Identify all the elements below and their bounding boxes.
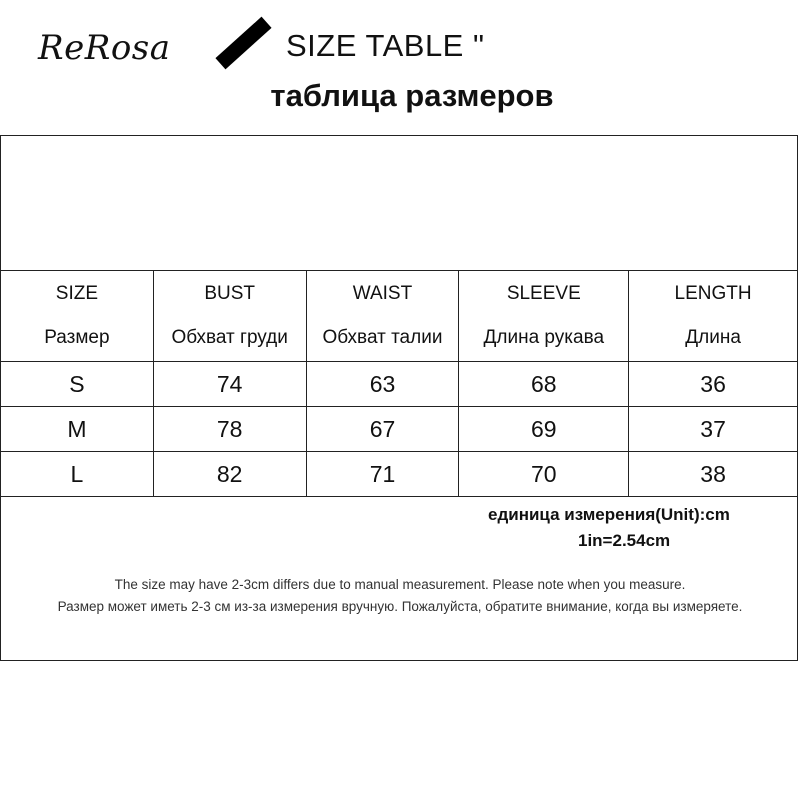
slash-decoration-icon bbox=[215, 17, 271, 70]
table-cell: S bbox=[1, 362, 154, 407]
table-cell: 71 bbox=[306, 452, 459, 497]
title-english: SIZE TABLE " bbox=[286, 28, 485, 63]
table-cell: 74 bbox=[153, 362, 306, 407]
table-row bbox=[1, 407, 798, 452]
header-cell-sleeve: SLEEVE Длина рукава bbox=[459, 271, 629, 362]
table-cell: 37 bbox=[629, 407, 798, 452]
table-cell: L bbox=[1, 452, 154, 497]
header-cell-length: LENGTH Длина bbox=[629, 271, 798, 362]
table-header-row bbox=[1, 271, 798, 362]
table-row bbox=[1, 452, 798, 497]
table-cell: 67 bbox=[306, 407, 459, 452]
inch-conversion-note: 1in=2.54cm bbox=[578, 531, 671, 550]
header bbox=[0, 0, 800, 136]
table-cell: 36 bbox=[629, 362, 798, 407]
table-cell: 82 bbox=[153, 452, 306, 497]
table-cell: 70 bbox=[459, 452, 629, 497]
table-cell: 38 bbox=[629, 452, 798, 497]
table-cell: 63 bbox=[306, 362, 459, 407]
units-note: единица измерения(Unit):cm bbox=[488, 505, 730, 524]
disclaimer-english: The size may have 2-3cm differs due to manual measurement. Please note when you measure. bbox=[114, 577, 686, 592]
size-table bbox=[0, 270, 798, 497]
table-cell: M bbox=[1, 407, 154, 452]
title-russian: таблица размеров bbox=[270, 78, 554, 113]
table-cell: 68 bbox=[459, 362, 629, 407]
header-cell-bust: BUST Обхват груди bbox=[153, 271, 306, 362]
header-cell-waist: WAIST Обхват талии bbox=[306, 271, 459, 362]
header-cell-size: SIZE Размер bbox=[1, 271, 154, 362]
brand-logo: ReRosa bbox=[38, 28, 171, 68]
table-row bbox=[1, 362, 798, 407]
table-cell: 69 bbox=[459, 407, 629, 452]
disclaimer-russian: Размер может иметь 2-3 см из-за измерения вручную. Пожалуйста, обратите внимание, когда вы измеряете. bbox=[57, 599, 743, 614]
table-cell: 78 bbox=[153, 407, 306, 452]
